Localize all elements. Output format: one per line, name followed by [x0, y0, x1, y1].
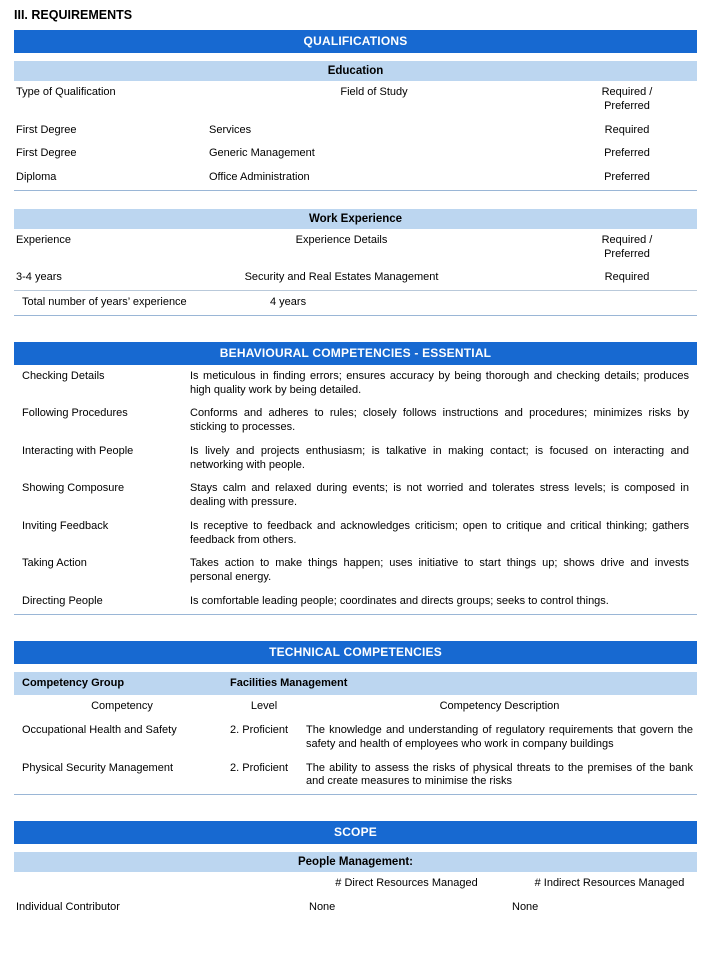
behavioural-description: Stays calm and relaxed during events; is not worried and tolerates stress levels; is composed in dealing with pressure. [190, 482, 689, 508]
table-row [14, 672, 697, 696]
education-required: Required [604, 123, 650, 136]
education-field: Services [209, 123, 252, 136]
education-header-row [8, 81, 711, 119]
scope-band: SCOPE [14, 821, 697, 844]
education-header-type: Type of Qualification [16, 86, 116, 98]
table-row [8, 166, 711, 190]
technical-header-level: Level [250, 700, 278, 713]
scope-role-label: Individual Contributor [16, 900, 120, 913]
behavioural-description: Conforms and adheres to rules; closely follows instructions and procedures; minimizes risks by sticking to processes. [190, 407, 689, 433]
work-experience-table [8, 229, 711, 290]
table-row [14, 365, 697, 403]
education-header-required-line1: Required / [601, 86, 653, 98]
work-experience-band: Work Experience [14, 209, 697, 229]
experience-required: Required [604, 271, 650, 284]
total-experience-label: Total number of years’ experience [22, 296, 187, 308]
behavioural-description: Takes action to make things happen; uses initiative to start things up; shows drive and invests personal energy. [190, 557, 689, 583]
table-row [14, 477, 697, 515]
behavioural-name: Checking Details [22, 369, 105, 382]
table-row [8, 142, 711, 166]
technical-description: The knowledge and understanding of regulatory requirements that govern the safety and health of employees who work in company buildings [306, 724, 693, 750]
table-row [8, 896, 711, 920]
technical-header-row [14, 695, 697, 719]
technical-description: The ability to assess the risks of physical threats to the premises of the bank and create measures to minimise the risks [306, 761, 693, 788]
experience-header-details: Experience Details [295, 233, 388, 246]
technical-level: 2. Proficient [230, 724, 289, 736]
education-header-required [543, 81, 711, 119]
work-experience-header-row [8, 229, 711, 267]
behavioural-band: BEHAVIOURAL COMPETENCIES - ESSENTIAL [14, 342, 697, 365]
competency-group-value: Facilities Management [230, 676, 348, 689]
scope-header-blank [8, 872, 305, 896]
scope-indirect-value: None [512, 900, 539, 913]
total-experience-value: 4 years [270, 296, 307, 308]
table-row [14, 590, 697, 614]
table-row [14, 552, 697, 590]
education-header-required-line2: Preferred [604, 99, 650, 112]
behavioural-name: Taking Action [22, 557, 87, 570]
experience-details: Security and Real Estates Management [244, 271, 439, 284]
experience-header-required-line2: Preferred [604, 247, 650, 260]
table-row [14, 291, 697, 315]
education-required: Preferred [604, 171, 650, 183]
behavioural-name: Directing People [22, 594, 103, 607]
table-row [14, 757, 697, 795]
experience-header-experience: Experience [16, 233, 72, 246]
table-row [8, 266, 711, 290]
education-field: Generic Management [209, 147, 315, 160]
scope-table [8, 872, 711, 920]
table-row [14, 440, 697, 478]
education-field: Office Administration [209, 171, 310, 183]
education-type: First Degree [16, 123, 77, 136]
scope-direct-value: None [309, 900, 336, 913]
behavioural-name: Inviting Feedback [22, 519, 109, 532]
table-row [14, 515, 697, 553]
education-type: Diploma [16, 171, 57, 183]
technical-header-description: Competency Description [439, 700, 560, 713]
experience-years: 3-4 years [16, 271, 62, 284]
behavioural-description: Is comfortable leading people; coordinates and directs groups; seeks to control things. [190, 594, 609, 607]
people-management-band: People Management: [14, 852, 697, 872]
experience-header-required-line1: Required / [601, 233, 653, 246]
behavioural-description: Is receptive to feedback and acknowledges criticism; open to critique and critical thinking; gathers feedback from others. [190, 519, 689, 546]
education-table [8, 81, 711, 190]
behavioural-name: Showing Composure [22, 482, 125, 495]
total-experience-table [14, 291, 697, 315]
page-title: III. REQUIREMENTS [14, 8, 133, 22]
technical-band: TECHNICAL COMPETENCIES [14, 641, 697, 664]
technical-table [14, 695, 697, 794]
scope-header-indirect: # Indirect Resources Managed [534, 877, 685, 889]
experience-header-required [543, 229, 711, 267]
scope-header-row [8, 872, 711, 896]
technical-competency: Occupational Health and Safety [22, 724, 177, 736]
competency-group-label: Competency Group [22, 676, 125, 689]
behavioural-name: Following Procedures [22, 407, 128, 420]
behavioural-description: Is meticulous in finding errors; ensures accuracy by being thorough and checking details; produces high quality work by being detailed. [190, 369, 689, 396]
technical-level: 2. Proficient [230, 761, 289, 774]
behavioural-table [14, 365, 697, 614]
table-row [14, 402, 697, 440]
table-row [14, 719, 697, 757]
technical-header-competency: Competency [91, 700, 153, 713]
education-header-field: Field of Study [340, 86, 408, 98]
table-row [8, 119, 711, 143]
behavioural-name: Interacting with People [22, 444, 134, 457]
technical-group-row [14, 672, 697, 696]
qualifications-band: QUALIFICATIONS [14, 30, 697, 53]
scope-header-direct: # Direct Resources Managed [335, 877, 478, 889]
behavioural-description: Is lively and projects enthusiasm; is talkative in making contact; is focused on interacting and networking with people. [190, 444, 689, 471]
technical-competency: Physical Security Management [22, 761, 174, 774]
education-required: Preferred [604, 147, 650, 160]
education-type: First Degree [16, 147, 77, 160]
education-band: Education [14, 61, 697, 81]
